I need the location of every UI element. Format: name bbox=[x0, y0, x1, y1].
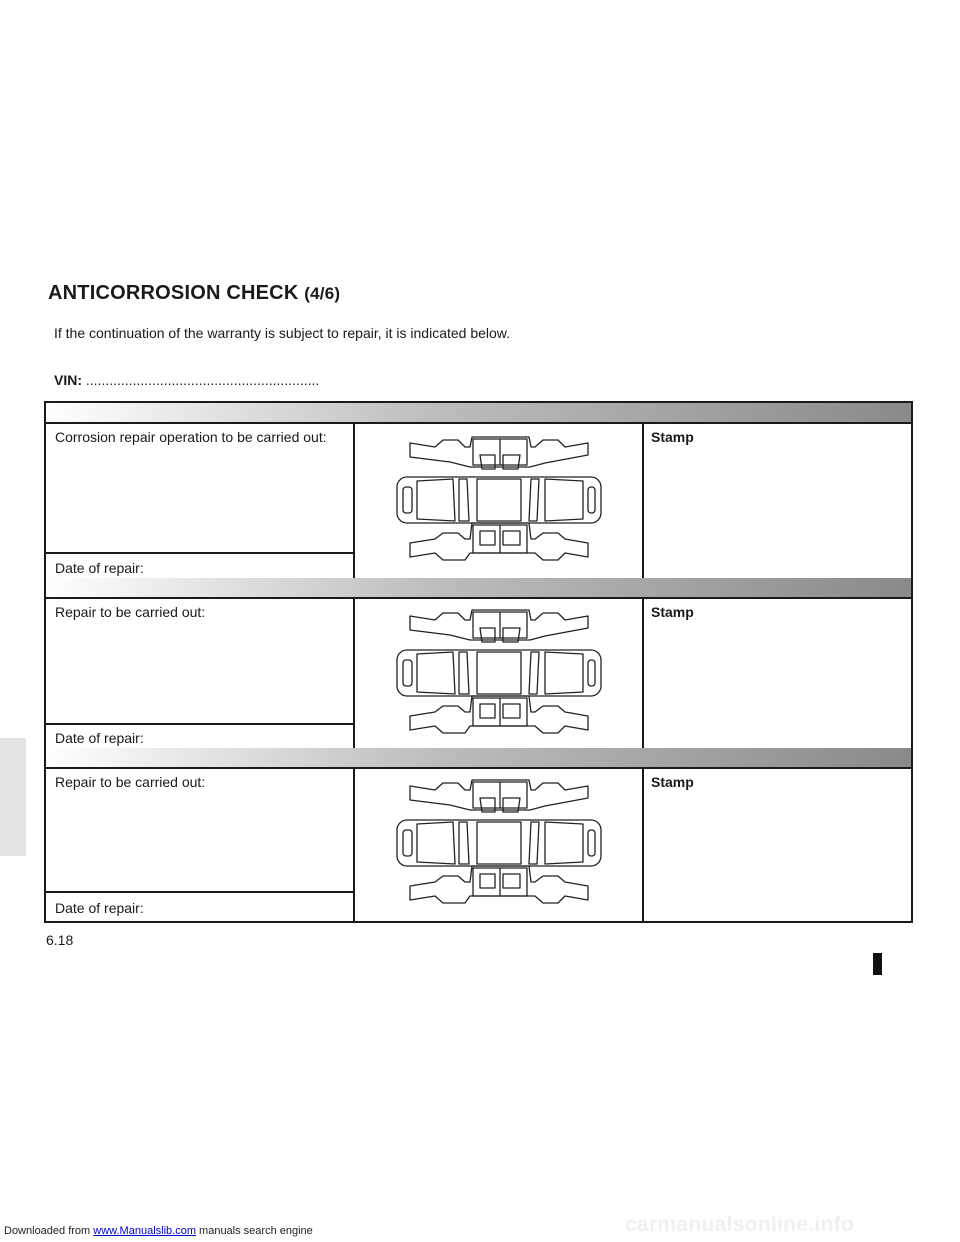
vin-line bbox=[54, 372, 319, 388]
column-divider bbox=[642, 599, 644, 749]
date-of-repair-label: Date of repair: bbox=[55, 560, 144, 576]
column-divider bbox=[353, 424, 355, 578]
divider bbox=[46, 723, 353, 725]
column-divider bbox=[353, 769, 355, 921]
section-header-band bbox=[46, 578, 911, 599]
date-of-repair-label: Date of repair: bbox=[55, 900, 144, 916]
stamp-label: Stamp bbox=[651, 774, 694, 790]
car-body-diagram bbox=[395, 435, 603, 565]
vin-label: VIN: bbox=[54, 372, 82, 388]
watermark: carmanualsonline.info bbox=[625, 1213, 855, 1236]
page-edge-marker bbox=[873, 953, 882, 975]
section-header-band bbox=[46, 403, 911, 424]
car-body-diagram bbox=[395, 608, 603, 738]
column-divider bbox=[353, 599, 355, 749]
download-footer bbox=[4, 1225, 313, 1237]
stamp-label: Stamp bbox=[651, 429, 694, 445]
divider bbox=[46, 552, 353, 554]
stamp-label: Stamp bbox=[651, 604, 694, 620]
footer-suffix: manuals search engine bbox=[195, 1225, 313, 1237]
divider bbox=[46, 891, 353, 893]
intro-text: If the continuation of the warranty is subject to repair, it is indicated below. bbox=[54, 325, 511, 341]
section-header-band bbox=[46, 748, 911, 769]
vin-dots: ............................................................ bbox=[85, 372, 320, 388]
repair-label: Repair to be carried out: bbox=[55, 774, 206, 790]
date-of-repair-label: Date of repair: bbox=[55, 730, 144, 746]
footer-prefix: Downloaded from bbox=[4, 1225, 94, 1237]
title-main: ANTICORROSION CHECK bbox=[48, 282, 299, 304]
manualslib-link[interactable]: www.Manualslib.com bbox=[93, 1225, 196, 1237]
column-divider bbox=[642, 769, 644, 921]
chapter-tab bbox=[0, 738, 26, 856]
repair-label: Repair to be carried out: bbox=[55, 604, 206, 620]
page-title bbox=[48, 282, 340, 305]
page-number: 6.18 bbox=[46, 932, 74, 948]
title-sub: (4/6) bbox=[304, 284, 341, 303]
repair-operation-label: Corrosion repair operation to be carried out: bbox=[55, 429, 327, 445]
car-body-diagram bbox=[395, 778, 603, 908]
repair-form bbox=[44, 401, 913, 923]
column-divider bbox=[642, 424, 644, 578]
